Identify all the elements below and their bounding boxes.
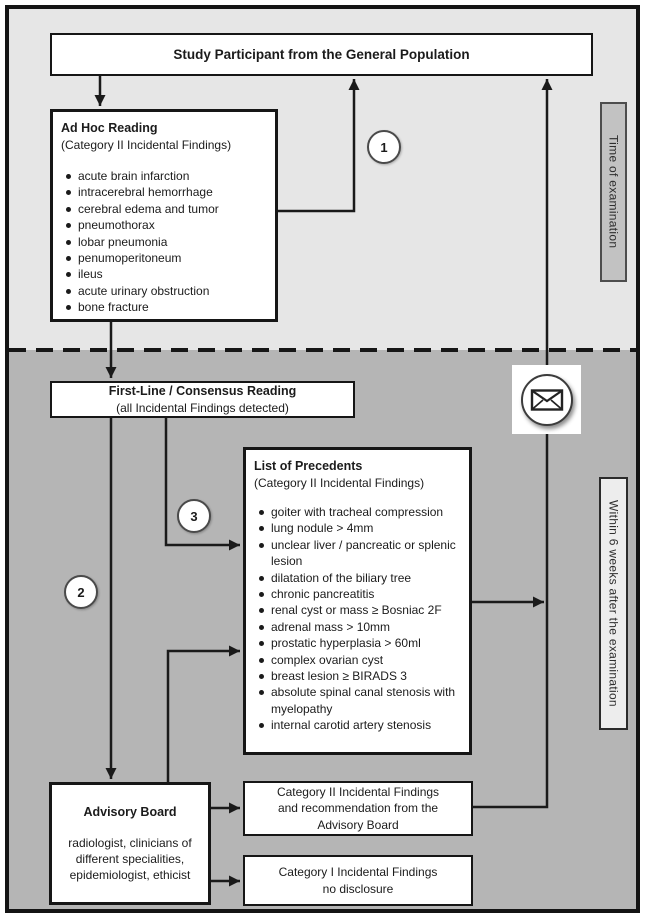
adhoc-reading-box <box>50 109 278 322</box>
bullet-icon <box>259 576 264 581</box>
step-1-marker: 1 <box>367 130 401 164</box>
adhoc-title: Ad Hoc Reading <box>61 121 158 135</box>
list-item: adrenal mass > 10mm <box>254 619 463 635</box>
category1-line: no disclosure <box>322 881 394 896</box>
bullet-icon <box>259 658 264 663</box>
category2-outcome-box <box>243 781 473 836</box>
firstline-title: First-Line / Consensus Reading <box>108 383 297 398</box>
bullet-icon <box>66 289 71 294</box>
list-item: pneumothorax <box>61 217 269 233</box>
bullet-icon <box>66 256 71 261</box>
list-item: ileus <box>61 266 269 282</box>
bullet-icon <box>259 543 264 548</box>
list-item: intracerebral hemorrhage <box>61 184 269 200</box>
list-item: internal carotid artery stenosis <box>254 717 463 733</box>
mail-notification-tile <box>512 365 581 434</box>
list-item: lobar pneumonia <box>61 234 269 250</box>
list-item: cerebral edema and tumor <box>61 201 269 217</box>
list-item: renal cyst or mass ≥ Bosniac 2F <box>254 602 463 618</box>
category1-line: Category I Incidental Findings <box>278 865 438 879</box>
arrow-adhoc-to-participant <box>278 79 354 211</box>
arrow-category2-to-participant <box>473 79 547 807</box>
list-item: dilatation of the biliary tree <box>254 570 463 586</box>
mail-envelope-icon <box>530 388 564 412</box>
bullet-icon <box>66 207 71 212</box>
mail-circle <box>521 374 573 426</box>
advisory-members-line: different specialities, <box>75 851 185 866</box>
bullet-icon <box>259 690 264 695</box>
bullet-icon <box>259 674 264 679</box>
bullet-icon <box>259 723 264 728</box>
list-item: absolute spinal canal stenosis with myelopathy <box>254 684 463 717</box>
precedents-list <box>254 504 463 734</box>
bullet-icon <box>66 240 71 245</box>
list-item: unclear liver / pancreatic or splenic lesion <box>254 537 463 570</box>
arrow-advisory-to-precedents <box>168 651 240 782</box>
category1-outcome-box <box>243 855 473 906</box>
firstline-subtitle: (all Incidental Findings detected) <box>116 400 289 415</box>
list-item: bone fracture <box>61 299 269 315</box>
list-item: chronic pancreatitis <box>254 586 463 602</box>
category2-line: and recommendation from the <box>277 801 439 816</box>
list-item: lung nodule > 4mm <box>254 520 463 536</box>
bullet-icon <box>259 608 264 613</box>
precedents-title: List of Precedents <box>254 459 363 473</box>
bullet-icon <box>259 592 264 597</box>
adhoc-findings-list <box>61 168 269 316</box>
bullet-icon <box>259 641 264 646</box>
step-2-marker: 2 <box>64 575 98 609</box>
bullet-icon <box>259 510 264 515</box>
adhoc-subtitle: (Category II Incidental Findings) <box>61 138 232 152</box>
list-item: breast lesion ≥ BIRADS 3 <box>254 668 463 684</box>
firstline-consensus-box <box>50 381 355 418</box>
bullet-icon <box>66 174 71 179</box>
step-3-marker: 3 <box>177 499 211 533</box>
time-of-examination-label: Time of examination <box>600 102 627 282</box>
precedents-subtitle: (Category II Incidental Findings) <box>254 476 425 490</box>
list-item: prostatic hyperplasia > 60ml <box>254 635 463 651</box>
bullet-icon <box>66 190 71 195</box>
bullet-icon <box>66 272 71 277</box>
advisory-members-line: radiologist, clinicians of <box>68 835 192 850</box>
within-6-weeks-label: Within 6 weeks after the examination <box>599 477 628 730</box>
bullet-icon <box>259 625 264 630</box>
advisory-title: Advisory Board <box>83 804 177 819</box>
list-item: goiter with tracheal compression <box>254 504 463 520</box>
list-item: acute urinary obstruction <box>61 283 269 299</box>
list-of-precedents-box <box>243 447 472 755</box>
participant-box <box>50 33 593 76</box>
bullet-icon <box>66 223 71 228</box>
list-item: penumoperitoneum <box>61 250 269 266</box>
advisory-members-line: epidemiologist, ethicist <box>69 867 191 882</box>
list-item: complex ovarian cyst <box>254 652 463 668</box>
category2-line: Category II Incidental Findings <box>276 784 440 799</box>
participant-title: Study Participant from the General Population <box>173 47 470 62</box>
bullet-icon <box>66 305 71 310</box>
list-item: acute brain infarction <box>61 168 269 184</box>
advisory-board-box <box>49 782 211 905</box>
category2-line: Advisory Board <box>317 817 399 832</box>
bullet-icon <box>259 526 264 531</box>
